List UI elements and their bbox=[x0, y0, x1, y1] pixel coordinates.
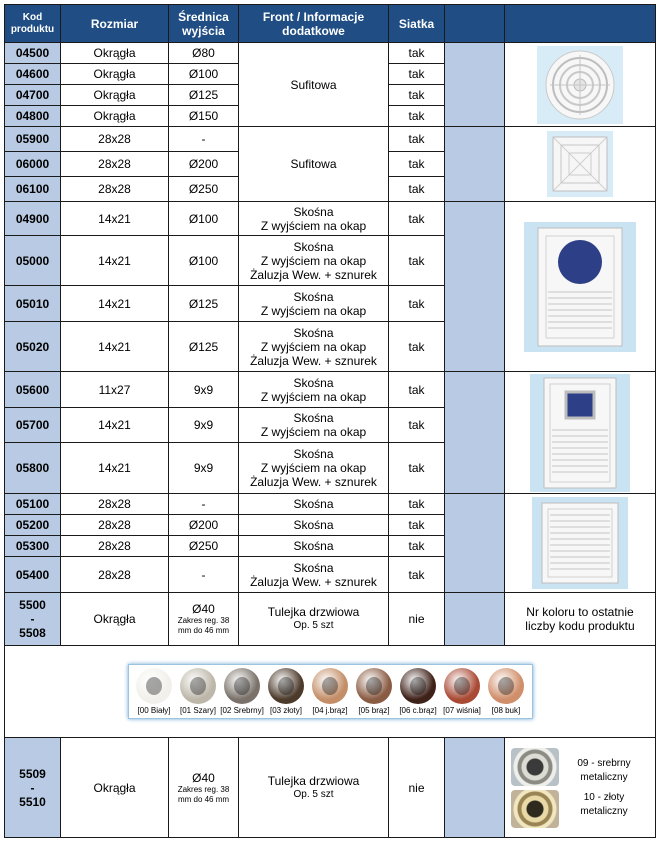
front-cell bbox=[239, 372, 389, 408]
front-cell bbox=[239, 494, 389, 515]
size-cell: Okrągła bbox=[61, 43, 169, 64]
spacer-cell bbox=[445, 43, 505, 127]
image-cell bbox=[505, 127, 656, 202]
table-row bbox=[5, 43, 656, 64]
round-vent-image bbox=[537, 46, 623, 124]
size-cell: 14x21 bbox=[61, 236, 169, 286]
sleeve-ring-icon bbox=[488, 668, 524, 704]
diameter-value: Ø40 bbox=[192, 602, 215, 616]
code-cell: 05100 bbox=[5, 494, 61, 515]
front-cell bbox=[239, 202, 389, 236]
size-cell: 28x28 bbox=[61, 515, 169, 536]
size-cell: 14x21 bbox=[61, 408, 169, 443]
front-cell: Sufitowa bbox=[239, 127, 389, 202]
code-cell: 05010 bbox=[5, 286, 61, 322]
mesh-cell: tak bbox=[389, 64, 445, 85]
front-text: Tulejka drzwiowa bbox=[267, 605, 360, 619]
slanted-square-vent-image bbox=[530, 374, 630, 492]
front-text: Skośna Z wyjściem na okap bbox=[260, 411, 367, 439]
product-table bbox=[4, 4, 656, 838]
code-cell: 06000 bbox=[5, 152, 61, 177]
swatch-label: [04 j.brąz] bbox=[312, 706, 348, 715]
diameter-cell: - bbox=[169, 494, 239, 515]
mesh-cell: tak bbox=[389, 443, 445, 494]
diameter-cell: 9x9 bbox=[169, 443, 239, 494]
size-cell: 14x21 bbox=[61, 443, 169, 494]
mesh-cell: tak bbox=[389, 106, 445, 127]
square-vent-image bbox=[547, 131, 613, 197]
code-cell: 04600 bbox=[5, 64, 61, 85]
image-cell bbox=[505, 494, 656, 593]
size-cell: 14x21 bbox=[61, 202, 169, 236]
front-cell bbox=[239, 236, 389, 286]
mesh-cell: tak bbox=[389, 322, 445, 372]
size-cell: Okrągła bbox=[61, 106, 169, 127]
size-cell: Okrągła bbox=[61, 64, 169, 85]
table-row bbox=[5, 127, 656, 152]
table-row bbox=[5, 738, 656, 838]
front-cell bbox=[239, 557, 389, 593]
swatch-label: [07 wiśnia] bbox=[443, 706, 481, 715]
spacer-cell bbox=[445, 593, 505, 646]
diameter-cell: Ø200 bbox=[169, 515, 239, 536]
image-cell bbox=[505, 202, 656, 372]
mesh-cell: tak bbox=[389, 127, 445, 152]
swatch-item bbox=[177, 668, 220, 716]
front-cell bbox=[239, 536, 389, 557]
front-text: Skośna Z wyjściem na okap bbox=[260, 375, 367, 404]
mesh-cell: tak bbox=[389, 236, 445, 286]
diameter-cell: Ø100 bbox=[169, 202, 239, 236]
table-row bbox=[5, 372, 656, 408]
header-code: Kod produktu bbox=[5, 5, 61, 43]
code-cell: 04800 bbox=[5, 106, 61, 127]
diameter-cell: Ø125 bbox=[169, 286, 239, 322]
swatch-label: [02 Srebrny] bbox=[220, 706, 264, 715]
code-cell: 05900 bbox=[5, 127, 61, 152]
code-cell: 04700 bbox=[5, 85, 61, 106]
mesh-cell: tak bbox=[389, 515, 445, 536]
front-text: Skośna Z wyjściem na okap Żaluzja Wew. + sznurek bbox=[250, 447, 377, 489]
silver-sleeve-image bbox=[511, 748, 559, 786]
diameter-cell: Ø150 bbox=[169, 106, 239, 127]
size-cell: 28x28 bbox=[61, 536, 169, 557]
header-front: Front / Informacje dodatkowe bbox=[239, 5, 389, 43]
diameter-cell: - bbox=[169, 557, 239, 593]
color-swatches bbox=[128, 664, 533, 719]
front-text: Skośna bbox=[293, 497, 334, 511]
diameter-cell: 9x9 bbox=[169, 408, 239, 443]
sleeve-ring-icon bbox=[444, 668, 480, 704]
mesh-cell: tak bbox=[389, 177, 445, 202]
swatch-item bbox=[133, 668, 176, 716]
code-cell: 05200 bbox=[5, 515, 61, 536]
header-size: Rozmiar bbox=[61, 5, 169, 43]
diameter-cell bbox=[169, 738, 239, 838]
spacer-cell bbox=[445, 738, 505, 838]
code-cell: 05800 bbox=[5, 443, 61, 494]
code-cell: 06100 bbox=[5, 177, 61, 202]
table-row bbox=[5, 494, 656, 515]
swatch-item bbox=[485, 668, 528, 716]
diameter-cell: - bbox=[169, 127, 239, 152]
header-empty bbox=[445, 5, 505, 43]
front-cell bbox=[239, 408, 389, 443]
front-text: Skośna bbox=[293, 518, 334, 532]
sleeve-code: 5500 - 5508 bbox=[19, 598, 46, 640]
silver-label: 09 - srebrny metaliczny bbox=[577, 757, 631, 783]
front-text: Skośna bbox=[293, 539, 334, 553]
code-cell bbox=[5, 593, 61, 646]
code-cell: 05700 bbox=[5, 408, 61, 443]
front-text: Skośna Z wyjściem na okap bbox=[260, 204, 367, 233]
size-cell: 28x28 bbox=[61, 494, 169, 515]
table-header-row bbox=[5, 5, 656, 43]
swatch-cell bbox=[5, 646, 656, 738]
color-note: Nr koloru to ostatnie liczby kodu produktu bbox=[505, 593, 656, 646]
mesh-cell: tak bbox=[389, 408, 445, 443]
sleeve-ring-icon bbox=[180, 668, 216, 704]
front-cell bbox=[239, 593, 389, 646]
mesh-cell: nie bbox=[389, 593, 445, 646]
header-diameter: Średnica wyjścia bbox=[169, 5, 239, 43]
spacer-cell bbox=[445, 202, 505, 372]
slanted-round-vent-image bbox=[524, 222, 636, 352]
mesh-cell: tak bbox=[389, 557, 445, 593]
diameter-cell: Ø250 bbox=[169, 177, 239, 202]
diameter-cell: Ø100 bbox=[169, 236, 239, 286]
swatch-label: [08 buk] bbox=[491, 706, 521, 715]
pack-text: Op. 5 szt bbox=[293, 788, 334, 800]
swatch-item bbox=[441, 668, 484, 716]
front-text: Tulejka drzwiowa bbox=[267, 773, 360, 788]
mesh-cell: nie bbox=[389, 738, 445, 838]
table-row bbox=[5, 646, 656, 738]
swatch-label: [01 Szary] bbox=[179, 706, 216, 715]
gold-label: 10 - złoty metaliczny bbox=[580, 791, 628, 817]
size-cell: Okrągła bbox=[61, 593, 169, 646]
spacer-cell bbox=[445, 127, 505, 202]
size-cell: 28x28 bbox=[61, 127, 169, 152]
diameter-cell: Ø100 bbox=[169, 64, 239, 85]
mesh-cell: tak bbox=[389, 494, 445, 515]
front-text: Skośna Z wyjściem na okap Żaluzja Wew. + sznurek bbox=[250, 325, 377, 368]
code-cell: 04500 bbox=[5, 43, 61, 64]
diameter-cell: Ø250 bbox=[169, 536, 239, 557]
swatch-label: [05 brąz] bbox=[358, 706, 390, 715]
gold-sleeve-image bbox=[511, 790, 559, 828]
swatch-item bbox=[221, 668, 264, 716]
swatch-label: [06 c.brąz] bbox=[399, 706, 437, 715]
sleeve-ring-icon bbox=[312, 668, 348, 704]
range-note: Zakres reg. 38 mm do 46 mm bbox=[177, 784, 230, 804]
front-cell bbox=[239, 322, 389, 372]
front-text: Skośna Z wyjściem na okap Żaluzja Wew. + sznurek bbox=[250, 239, 377, 282]
swatch-label: [03 złoty] bbox=[269, 706, 302, 715]
table-row bbox=[5, 593, 656, 646]
louvre-vent-image bbox=[532, 497, 628, 589]
mesh-cell: tak bbox=[389, 286, 445, 322]
range-note: Zakres reg. 38 mm do 46 mm bbox=[177, 616, 230, 635]
swatch-item bbox=[397, 668, 440, 716]
swatch-item bbox=[309, 668, 352, 716]
sleeve-code: 5509 - 5510 bbox=[19, 766, 46, 809]
swatch-item bbox=[353, 668, 396, 716]
code-cell: 05000 bbox=[5, 236, 61, 286]
mesh-cell: tak bbox=[389, 536, 445, 557]
swatch-item bbox=[265, 668, 308, 716]
diameter-value: Ø40 bbox=[192, 770, 215, 785]
mesh-cell: tak bbox=[389, 372, 445, 408]
size-cell: 28x28 bbox=[61, 177, 169, 202]
code-cell: 05400 bbox=[5, 557, 61, 593]
spacer-cell bbox=[445, 372, 505, 494]
size-cell: 14x21 bbox=[61, 322, 169, 372]
front-cell bbox=[239, 515, 389, 536]
front-text: Skośna Żaluzja Wew. + sznurek bbox=[250, 560, 377, 589]
front-cell: Sufitowa bbox=[239, 43, 389, 127]
size-cell: 14x21 bbox=[61, 286, 169, 322]
header-mesh: Siatka bbox=[389, 5, 445, 43]
mesh-cell: tak bbox=[389, 152, 445, 177]
diameter-cell: Ø125 bbox=[169, 85, 239, 106]
table-row bbox=[5, 202, 656, 236]
diameter-cell: Ø200 bbox=[169, 152, 239, 177]
front-cell bbox=[239, 738, 389, 838]
image-cell bbox=[505, 43, 656, 127]
code-cell: 05300 bbox=[5, 536, 61, 557]
size-cell: 28x28 bbox=[61, 557, 169, 593]
mesh-cell: tak bbox=[389, 43, 445, 64]
size-cell: 11x27 bbox=[61, 372, 169, 408]
diameter-cell: Ø80 bbox=[169, 43, 239, 64]
diameter-cell: Ø125 bbox=[169, 322, 239, 372]
image-cell bbox=[505, 372, 656, 494]
sleeve-ring-icon bbox=[224, 668, 260, 704]
mesh-cell: tak bbox=[389, 202, 445, 236]
header-image bbox=[505, 5, 656, 43]
metal-cell bbox=[505, 738, 656, 838]
front-cell bbox=[239, 286, 389, 322]
mesh-cell: tak bbox=[389, 85, 445, 106]
code-cell: 05020 bbox=[5, 322, 61, 372]
sleeve-ring-icon bbox=[136, 668, 172, 704]
swatch-label: [00 Biały] bbox=[137, 706, 171, 715]
pack-text: Op. 5 szt bbox=[293, 620, 334, 631]
front-cell bbox=[239, 443, 389, 494]
sleeve-ring-icon bbox=[400, 668, 436, 704]
diameter-cell bbox=[169, 593, 239, 646]
sleeve-ring-icon bbox=[356, 668, 392, 704]
spacer-cell bbox=[445, 494, 505, 593]
sleeve-ring-icon bbox=[268, 668, 304, 704]
diameter-cell: 9x9 bbox=[169, 372, 239, 408]
size-cell: 28x28 bbox=[61, 152, 169, 177]
size-cell: Okrągła bbox=[61, 738, 169, 838]
code-cell: 04900 bbox=[5, 202, 61, 236]
code-cell: 05600 bbox=[5, 372, 61, 408]
code-cell bbox=[5, 738, 61, 838]
size-cell: Okrągła bbox=[61, 85, 169, 106]
front-text: Skośna Z wyjściem na okap bbox=[260, 289, 367, 318]
